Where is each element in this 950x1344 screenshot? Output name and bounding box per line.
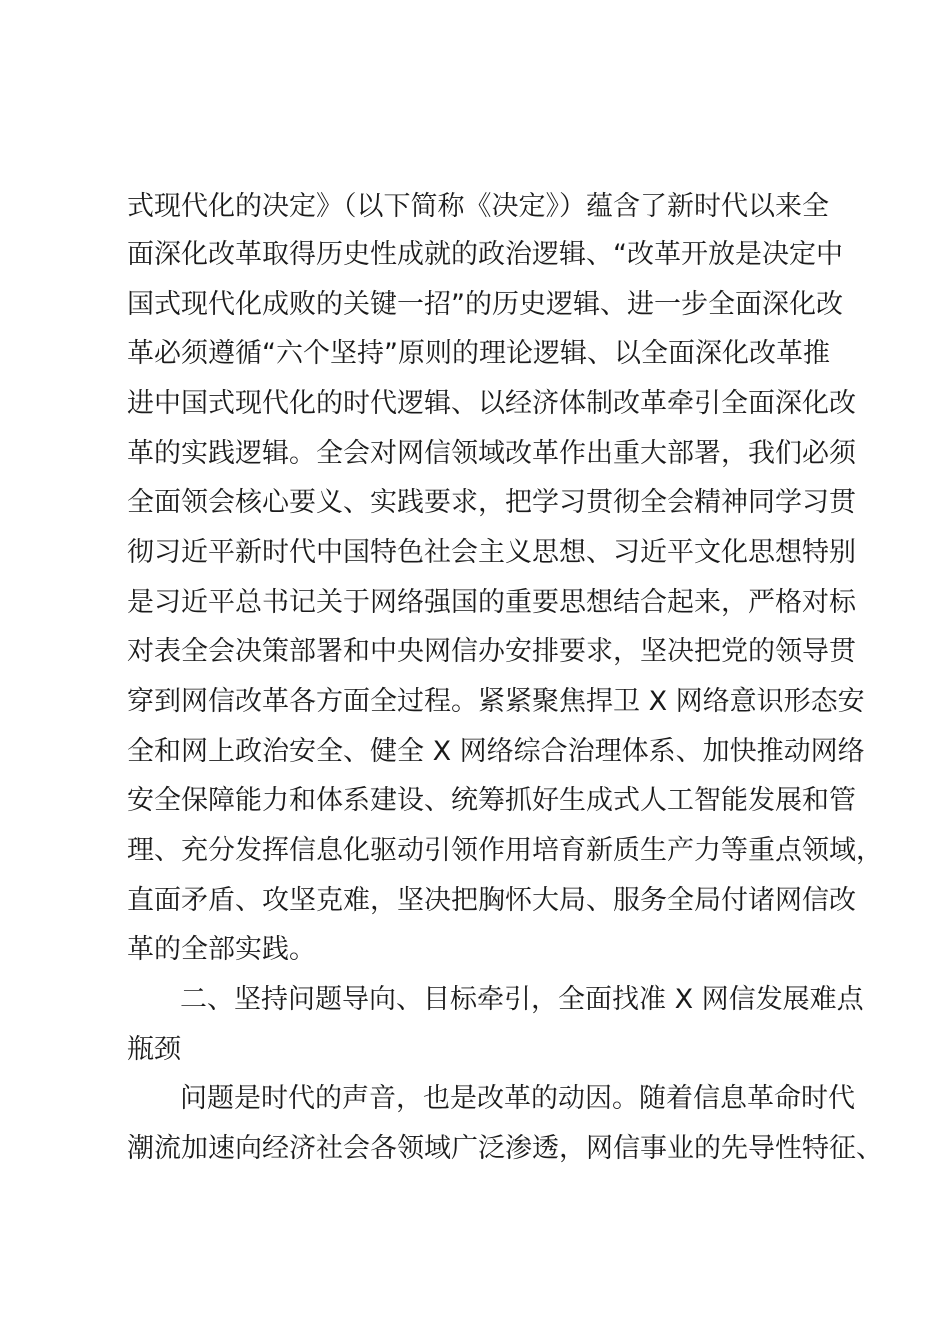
paragraph-line: 面深化改革取得历史性成就的政治逻辑、“改革开放是决定中 bbox=[127, 239, 843, 270]
heading-line: 二、坚持问题导向、目标牵引，全面找准 X 网信发展难点 bbox=[180, 984, 864, 1015]
paragraph-line: 进中国式现代化的时代逻辑、以经济体制改革牵引全面深化改 bbox=[127, 388, 856, 419]
paragraph-line: 是习近平总书记关于网络强国的重要思想结合起来，严格对标 bbox=[127, 587, 856, 618]
paragraph-line: 全和网上政治安全、健全 X 网络综合治理体系、加快推动网络 bbox=[127, 736, 865, 767]
paragraph-line: 革必须遵循“六个坚持”原则的理论逻辑、以全面深化改革推 bbox=[127, 338, 830, 369]
paragraph-line: 潮流加速向经济社会各领域广泛渗透，网信事业的先导性特征、 bbox=[127, 1133, 883, 1164]
paragraph-line: 理、充分发挥信息化驱动引领作用培育新质生产力等重点领域， bbox=[127, 835, 883, 866]
paragraph-line: 问题是时代的声音，也是改革的动因。随着信息革命时代 bbox=[180, 1083, 855, 1114]
paragraph-line: 革的实践逻辑。全会对网信领域改革作出重大部署，我们必须 bbox=[127, 438, 856, 469]
heading-line: 瓶颈 bbox=[127, 1034, 181, 1065]
paragraph-line: 式现代化的决定》（以下简称《决定》）蕴含了新时代以来全 bbox=[127, 191, 829, 222]
paragraph-line: 对表全会决策部署和中央网信办安排要求，坚决把党的领导贯 bbox=[127, 636, 856, 667]
paragraph-line: 直面矛盾、攻坚克难，坚决把胸怀大局、服务全局付诸网信改 bbox=[127, 885, 856, 916]
paragraph-line: 全面领会核心要义、实践要求，把学习贯彻全会精神同学习贯 bbox=[127, 487, 856, 518]
paragraph-line: 国式现代化成败的关键一招”的历史逻辑、进一步全面深化改 bbox=[127, 289, 843, 320]
paragraph-line: 革的全部实践。 bbox=[127, 934, 316, 965]
paragraph-line: 穿到网信改革各方面全过程。紧紧聚焦捍卫 X 网络意识形态安 bbox=[127, 686, 865, 717]
paragraph-line: 彻习近平新时代中国特色社会主义思想、习近平文化思想特别 bbox=[127, 537, 856, 568]
paragraph-line: 安全保障能力和体系建设、统筹抓好生成式人工智能发展和管 bbox=[127, 785, 856, 816]
